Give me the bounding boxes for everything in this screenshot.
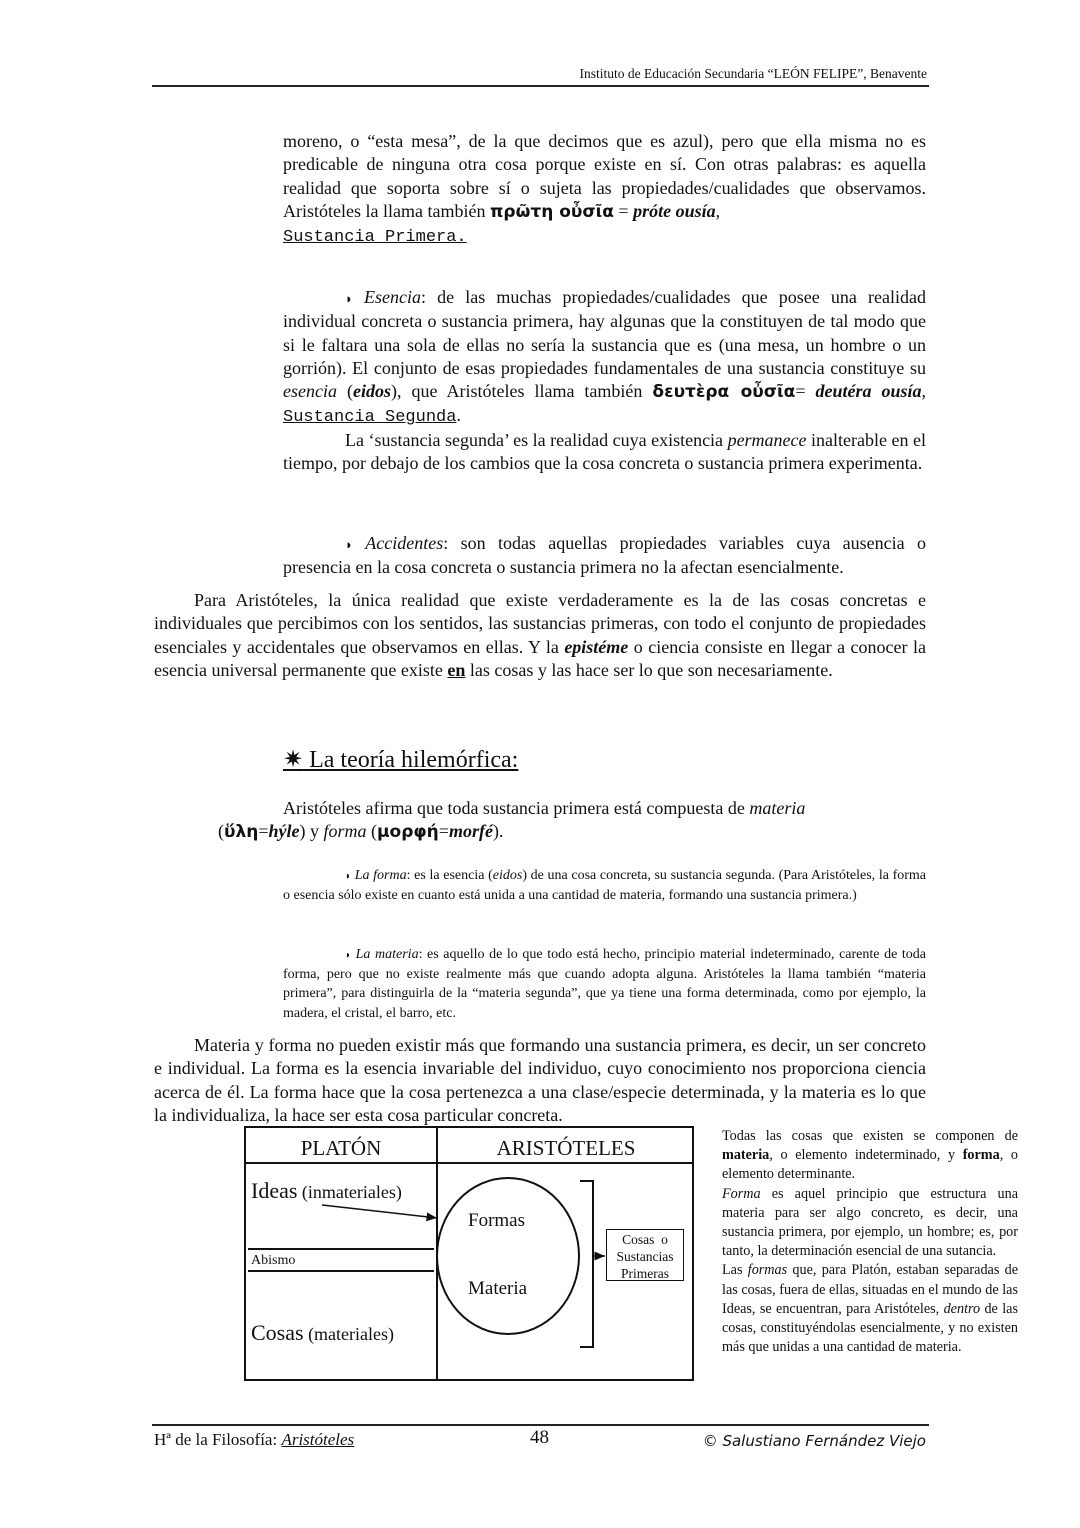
paragraph-text: moreno, o “esta mesa”, de la que decimos que es azul), pero que ella misma no es predicable de ninguna otra cosa porque existe en sí. Con otras palabras: es aquella realidad que soporta sobre sí o sujeta las propiedades/cualidades que observamos. Aristóteles la llama también [283,131,926,221]
emph-forma: forma [323,821,367,842]
label-la-forma: La forma [354,868,407,883]
cosas-note: (materiales) [303,1324,395,1344]
sidebar-p1 [722,1127,1018,1185]
greek-deutera-ousia: δευτὲρα οὖσῖα [652,382,796,403]
greek-morfe: μορφή [377,822,439,843]
sidebar-p3 [722,1261,1018,1357]
emph-materia: materia [722,1147,770,1164]
emph-episteme: epistéme [564,636,629,657]
punct: ( [366,821,378,842]
ideas-arrow-icon [322,1205,437,1218]
emph-forma: forma [962,1147,1000,1164]
emph-formas: formas [747,1262,788,1279]
result-line: Sustancias [616,1249,674,1264]
label-esencia: Esencia [364,287,421,307]
emph-dentro: dentro [943,1300,981,1317]
emph-materia: materia [749,798,806,818]
footer-copyright: © Salustiano Fernández Viejo [702,1432,926,1450]
diagram-abismo: Abismo [251,1253,296,1268]
punct: , [921,381,926,402]
ideas-note: (inmateriales) [297,1182,402,1202]
page-number: 48 [530,1427,549,1448]
punct: , [715,200,721,221]
sidebar-p2 [722,1185,1018,1262]
paragraph-text: ), que Aristóteles llama también [390,381,653,402]
diagram-header-aristoteles: ARISTÓTELES [496,1136,636,1160]
result-line: Primeras [621,1266,669,1281]
note-text: es aquel principio que estructura una materia para ser algo concreto, es decir, una sustancia primera, por ejemplo, un hombre; es, por tanto, la determinación esencial de una sutancia. [722,1185,1018,1260]
equals-sign: = [795,381,816,402]
greek-hyle: ὕλη [224,822,259,843]
paragraph-text: : es la esencia ( [406,868,493,883]
footer-subject [154,1430,354,1450]
greek-prote-ousia: πρῶτη οὖσῖα [489,201,614,222]
equals-sign: = [613,200,634,221]
star-icon: ✷ [283,747,304,773]
ideas-label: Ideas [251,1178,298,1203]
cosas-label: Cosas [251,1320,304,1345]
bullet-icon: ◗ [345,537,353,552]
emph-permanece: permanece [727,430,807,450]
section-title-text: La teoría hilemórfica: [309,747,519,773]
paragraph-text: ) de una cosa concreta, su sustancia segunda. (Para Aristóteles, la forma o esencia sólo existe en cuanto está unida a una cantidad de materia, formando una sustancia primera.) [283,868,927,904]
punct: . [456,405,461,426]
transliteration: deutéra ousía [815,381,922,402]
paragraph-text: La ‘sustancia segunda’ es la realidad cuya existencia [345,430,728,450]
term-sustancia-segunda: Sustancia Segunda [283,408,457,428]
result-line: Cosas o [622,1232,668,1247]
emph-eidos: eidos [492,868,523,883]
paragraph-text: : de las muchas propiedades/cualidades que posee una realidad individual concreta o sustancia primera, hay algunas que la constituyen de tal modo que si le faltara una sola de ellas no sería la sustancia que es (una mesa, un hombre o un gorrión). El conjunto de esas propiedades fundamentales de una sustancia constituye su [283,287,927,378]
bullet-icon: ◗ [345,291,353,306]
equals-sign: = [258,821,269,842]
paragraph-text: inalterable en el tiempo, por debajo de los cambios que la cosa concreta o sustancia primera experimenta. [283,430,926,474]
paragraph-text: Aristóteles afirma que toda sustancia primera está compuesta de [283,798,750,818]
diagram-result-box [606,1229,684,1281]
emph-eidos: eidos [352,381,391,402]
footer-topic: Aristóteles [281,1430,355,1449]
note-text: Todas las cosas que existen se componen de [722,1128,1018,1144]
punct: ( [218,821,224,842]
note-text: , o elemento determinante. [722,1147,1018,1183]
bullet-icon: ◗ [345,871,352,882]
punct: ). [492,821,504,842]
paragraph-text: ) y [299,821,324,842]
note-text: de las cosas, constituyéndolas esencialmente, y no existen más que unidas a una cantidad de materia. [722,1300,1018,1356]
transliteration: próte ousía [633,200,716,221]
diagram-header-platon: PLATÓN [300,1136,382,1160]
paragraph-text: Para Aristóteles, la única realidad que existe verdaderamente es la de las cosas concretas e individuales que percibimos con los sentidos, las sustancias primeras, con todo el conjunto de propiedades esenciales y accidentales que observamos en ellas. Y la [154,590,926,657]
emph-en: en [447,659,466,680]
bracket-icon [580,1181,593,1347]
label-accidentes: Accidentes [365,533,444,553]
diagram-formas: Formas [468,1210,525,1231]
note-text: , o elemento indeterminado, y [769,1147,963,1164]
transliteration: morfé [448,821,493,842]
forma-materia-circle [437,1178,579,1334]
punct: ( [336,381,353,402]
footer-rule [152,1424,929,1426]
emph-esencia: esencia [283,381,337,402]
bullet-icon: ◗ [345,950,352,961]
emph-forma: Forma [722,1185,761,1202]
note-text: Las [722,1262,748,1279]
sidebar-note [722,1127,1018,1357]
paragraph-text: Materia y forma no pueden existir más que formando una sustancia primera, es decir, un ser concreto e individual. La forma es la esencia invariable del individuo, cuyo conocimiento nos proporciona ciencia acerca de él. La forma hace que la cosa pertenezca a una clase/especie determinada, y la materia es lo que la individualiza, la hace ser esta cosa particular concreta. [154,1035,926,1125]
diagram-materia: Materia [468,1278,528,1299]
footer-subject-text: Hª de la Filosofía: [154,1430,282,1449]
label-la-materia: La materia [355,947,419,962]
equals-sign: = [438,821,449,842]
transliteration: hýle [268,821,300,842]
paragraph-text: : es aquello de lo que todo está hecho, principio material indeterminado, carente de toda forma, pero que no existe realmente más que cuando adopta alguna. Aristóteles la llama también “materia primera”, para distinguirla de la “materia segunda”, que ya tiene una forma determinada, como por ejemplo, la madera, el cristal, el barro, etc. [283,947,927,1021]
running-header: Instituto de Educación Secundaria “LEÓN FELIPE”, Benavente [579,66,927,81]
paragraph-text: : son todas aquellas propiedades variables cuya ausencia o presencia en la cosa concreta o sustancia primera no la afectan esencialmente. [283,533,927,578]
note-text: que, para Platón, estaban separadas de las cosas, fuera de ellas, situadas en el mundo de las Ideas, se encuentran, para Aristóteles, [722,1262,1018,1317]
paragraph-text: o ciencia consiste en llegar a conocer la esencia universal permanente que existe [154,636,926,680]
term-sustancia-primera: Sustancia Primera. [283,228,467,248]
paragraph-text: las cosas y las hace ser lo que son necesariamente. [465,659,833,680]
